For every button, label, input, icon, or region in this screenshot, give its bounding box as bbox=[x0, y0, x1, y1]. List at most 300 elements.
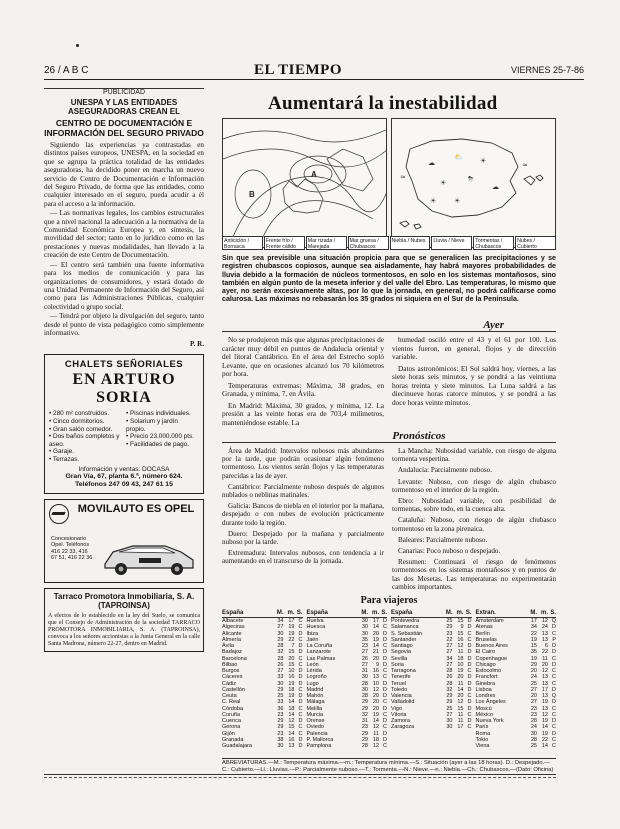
table-cell: 21 bbox=[372, 649, 379, 656]
tarraco-ad bbox=[44, 588, 204, 652]
table-cell: C bbox=[383, 624, 387, 631]
table-cell: 10 bbox=[457, 661, 464, 668]
table-cell: 10 bbox=[288, 668, 295, 674]
table-cell: 25 bbox=[530, 743, 537, 749]
feature-item: • Piscinas individuales. bbox=[126, 410, 191, 418]
table-header-cell: m. bbox=[540, 610, 548, 616]
table-cell: 20 bbox=[541, 661, 548, 668]
table-cell: 23 bbox=[361, 724, 368, 731]
forecast-map-icon bbox=[392, 119, 556, 237]
table-cell: S. Sebastián bbox=[391, 630, 423, 637]
pronosticos-left-column bbox=[222, 447, 384, 569]
table-cell: 15 bbox=[457, 618, 464, 624]
feature-item: • Precio 23.000.000 pts. bbox=[126, 433, 194, 441]
issue-date: VIERNES 25-7-86 bbox=[510, 65, 584, 75]
table-header-cell: M. bbox=[276, 610, 284, 616]
table-cell: C bbox=[298, 661, 303, 668]
opel-title: MOVILAUTO ES OPEL bbox=[77, 502, 195, 515]
table-cell: Logroño bbox=[306, 674, 327, 681]
table-cell: Melilla bbox=[306, 705, 323, 712]
map-legend bbox=[222, 236, 556, 250]
table-cell: 14 bbox=[288, 711, 295, 718]
table-cell: 27 bbox=[277, 624, 284, 631]
table-cell: 34 bbox=[530, 624, 537, 631]
legend-item: Niebla / Nubes bbox=[390, 236, 431, 250]
table-cell: C bbox=[467, 630, 472, 637]
publicidad-paragraph: Siguiendo las experiencias ya contrastadas en distintos países europeos, UNESPA, en la sociedad en que se agrupa la práctica totalidad de las entidades aseguradoras, ha decidido poner en marcha un nuevo servicio de Centro de Documentación e Información del Seguro Privado, de forma que las entidades, como cualquier interesado en el seguro, pueda acudir a él para el acceso a la información. bbox=[44, 141, 204, 208]
table-cell: Tenerife bbox=[391, 674, 411, 681]
table-cell: Ibiza bbox=[306, 630, 319, 637]
table-cell: 30 bbox=[361, 630, 368, 637]
opel-ad bbox=[44, 499, 204, 583]
travel-temperature-tables bbox=[222, 610, 556, 749]
table-cell: Ceuta bbox=[222, 693, 237, 699]
table-cell: 12 bbox=[541, 618, 548, 624]
table-cell: D bbox=[383, 693, 387, 699]
table-cell: 19 bbox=[372, 711, 379, 718]
forecast-paragraph: Andalucía: Parcialmente nuboso. bbox=[398, 466, 492, 475]
table-header-cell: S. bbox=[381, 610, 387, 616]
table-header-cell: M. bbox=[445, 610, 453, 616]
table-cell: 11 bbox=[457, 718, 464, 724]
table-cell: 22 bbox=[541, 649, 548, 656]
table-cell: D bbox=[552, 643, 556, 649]
table-cell: 20 bbox=[372, 655, 379, 662]
table-cell: 32 bbox=[361, 711, 368, 718]
table-cell: D bbox=[552, 661, 556, 668]
table-cell: C bbox=[298, 730, 303, 737]
table-cell: P bbox=[552, 636, 556, 643]
table-cell: Moscú bbox=[475, 705, 492, 712]
table-cell: 26 bbox=[277, 661, 284, 668]
tarraco-text: A efectos de lo establecido en la ley del Suelo, se comunica que el Consejo de Administración de la sociedad TARRACO PROMOTORA INMOBILIARIA, S. A. (TAPROINSA), convoca a los señores accionistas a la Junta General en la calle Santa Madrona, número 22-27, dentro en Madrid. bbox=[48, 612, 200, 647]
table-cell: 31 bbox=[361, 718, 368, 724]
table-cell: 11 bbox=[457, 711, 464, 718]
table-cell: 19 bbox=[541, 718, 548, 724]
table-cell: Albacete bbox=[222, 618, 244, 624]
table-cell: D bbox=[383, 680, 387, 687]
table-cell: D bbox=[552, 686, 556, 693]
forecast-paragraph: Cantábrico: Parcialmente nuboso después de algunos nublados o neblinas matinales. bbox=[222, 482, 384, 500]
table-cell: Valladolid bbox=[391, 699, 415, 706]
table-cell: Burgos bbox=[222, 668, 240, 674]
table-cell: 27 bbox=[446, 711, 453, 718]
table-header-cell: España bbox=[222, 610, 244, 616]
table-cell: 20 bbox=[372, 699, 379, 706]
feature-item: • Cinco dormitorios. bbox=[49, 417, 105, 425]
table-cell: 19 bbox=[288, 680, 295, 687]
legend-item: Mar gruesa / Chubascos bbox=[348, 236, 389, 250]
forecast-paragraph: La Mancha: Nubosidad variable, con riesgo de alguna tormenta vespertina. bbox=[392, 447, 556, 464]
table-cell: Valencia bbox=[391, 693, 412, 699]
table-cell: 20 bbox=[457, 674, 464, 681]
table-cell: 23 bbox=[530, 705, 537, 712]
table-cell: 19 bbox=[541, 699, 548, 706]
table-row bbox=[391, 724, 472, 730]
table-cell: D bbox=[383, 630, 387, 637]
ayer-paragraph: humedad osciló entre el 43 y el 61 por 100. Los vientos fueron, en general, flojos y de dirección variable. bbox=[392, 335, 556, 361]
table-cell: C bbox=[467, 693, 472, 699]
table-cell: P. Mallorca bbox=[306, 736, 334, 743]
feature-item: • Dos baños completos y aseo. bbox=[49, 433, 120, 448]
table-cell: C bbox=[383, 643, 387, 649]
legend-item: Anticiclón / Borrasca bbox=[222, 236, 263, 250]
table-cell: Pamplona bbox=[306, 743, 332, 749]
table-cell: Las Palmas bbox=[306, 655, 336, 662]
ayer-paragraph: Temperaturas extremas: Máxima, 38 grados, en Granada, y mínima, 7, en Ávila. bbox=[222, 380, 384, 398]
chalets-ad bbox=[44, 354, 204, 493]
table-header-cell: S. bbox=[296, 610, 303, 616]
table-cell: D bbox=[383, 661, 387, 668]
table-cell: Toledo bbox=[391, 686, 408, 693]
chalets-address: Gran Vía, 67, planta 6.ª, número 624. Teléfonos 247 09 43, 247 61 15 bbox=[65, 472, 183, 488]
table-cell: El Cairo bbox=[475, 649, 496, 656]
table-cell: Algeciras bbox=[222, 624, 245, 631]
table-cell: 14 bbox=[288, 699, 295, 706]
table-cell: C bbox=[298, 705, 303, 712]
table-cell: Atenas bbox=[475, 624, 493, 631]
table-cell: 19 bbox=[530, 636, 537, 643]
table-cell: Los Ángeles bbox=[475, 699, 506, 706]
table-cell: Segovia bbox=[391, 649, 411, 656]
table-cell: 16 bbox=[288, 674, 295, 681]
table-cell: 26 bbox=[446, 674, 453, 681]
table-header-cell: m. bbox=[371, 610, 379, 616]
table-cell: C bbox=[467, 711, 472, 718]
legend-item: Tormentas / Chubascos bbox=[473, 236, 514, 250]
table-cell: 20 bbox=[457, 693, 464, 699]
table-cell: D bbox=[383, 655, 387, 662]
table-cell: 12 bbox=[372, 743, 379, 749]
ayer-right-column bbox=[392, 336, 556, 410]
table-header-cell: M. bbox=[361, 610, 368, 616]
table-cell: 19 bbox=[541, 730, 548, 737]
left-column bbox=[44, 88, 204, 652]
table-cell: D bbox=[298, 643, 303, 649]
table-cell: 17 bbox=[288, 618, 295, 624]
table-row bbox=[476, 743, 557, 749]
table-cell: D bbox=[298, 743, 303, 749]
table-cell: C bbox=[298, 686, 303, 693]
legend-item: Lluvia / Nieve bbox=[431, 236, 472, 250]
table-cell: Cuenca bbox=[222, 718, 241, 724]
table-cell: 14 bbox=[372, 643, 379, 649]
table-cell: 7 bbox=[291, 643, 295, 649]
table-cell: 20 bbox=[372, 705, 379, 712]
table-cell: 19 bbox=[530, 655, 537, 662]
table-cell: 27 bbox=[446, 661, 453, 668]
table-header-cell: m. bbox=[287, 610, 295, 616]
table-cell: 28 bbox=[361, 743, 368, 749]
table-cell: 24 bbox=[530, 724, 537, 731]
table-cell: Zamora bbox=[391, 718, 410, 724]
table-cell: C bbox=[298, 624, 303, 631]
chalets-title: CHALETS SEÑORIALES bbox=[64, 359, 184, 371]
table-cell: 30 bbox=[277, 743, 284, 749]
table-cell: D bbox=[552, 649, 556, 656]
table-cell: 25 bbox=[530, 680, 537, 687]
masthead bbox=[44, 62, 584, 80]
table-cell: D bbox=[298, 630, 303, 637]
table-cell: Tokio bbox=[475, 736, 489, 743]
table-cell: Coruña bbox=[222, 711, 241, 718]
table-cell: 33 bbox=[277, 674, 284, 681]
legend-item: Frente frío / Frente cálido bbox=[264, 236, 305, 250]
page-label: 26 / A B C bbox=[44, 65, 89, 76]
table-cell: Badajoz bbox=[222, 649, 242, 656]
travel-table bbox=[391, 610, 472, 749]
table-cell: 32 bbox=[446, 686, 453, 693]
features-right bbox=[126, 410, 199, 463]
table-cell: C bbox=[298, 618, 303, 624]
abbreviations-note: ABREVIATURAS.—M.: Temperatura máxima.—m.: Temperatura mínima.—S.: Situación (ayer a las 18 horas). D.: Despejado.—C.: Cubierto.—Ll.: Lluvias.—P.: Parcialmente nuboso.—T.: Tormenta.—N.: Nieve.—n.: Niebla.—Ch.: Chubascos.—(Dato: Oficina) bbox=[222, 758, 556, 774]
car-illustration-icon bbox=[99, 534, 199, 578]
table-cell: Soria bbox=[391, 661, 404, 668]
travel-table bbox=[222, 610, 303, 749]
table-cell: 11 bbox=[542, 655, 548, 662]
table-cell: 34 bbox=[277, 618, 284, 624]
table-cell: Cáceres bbox=[222, 674, 243, 681]
table-cell: Chicago bbox=[475, 661, 496, 668]
table-cell: 29 bbox=[446, 693, 453, 699]
opel-logo-icon bbox=[49, 504, 69, 524]
table-row bbox=[222, 743, 303, 749]
table-cell: D bbox=[298, 736, 303, 743]
table-cell: D bbox=[383, 730, 387, 737]
pronosticos-right-column bbox=[392, 447, 556, 594]
table-cell: 14 bbox=[372, 624, 379, 631]
table-cell: Santander bbox=[391, 636, 417, 643]
pronosticos-heading: Pronósticos bbox=[222, 430, 556, 443]
table-cell: C bbox=[552, 743, 556, 749]
table-cell: 19 bbox=[457, 668, 464, 674]
table-cell: 22 bbox=[446, 636, 453, 643]
table-cell: C bbox=[383, 699, 387, 706]
table-cell: 13 bbox=[541, 680, 548, 687]
svg-text:A: A bbox=[311, 170, 317, 179]
table-cell: 12 bbox=[288, 718, 295, 724]
table-cell: 17 bbox=[372, 618, 379, 624]
table-cell: D bbox=[383, 686, 387, 693]
isobar-map-icon bbox=[223, 119, 387, 237]
table-cell: 20 bbox=[372, 693, 379, 699]
table-cell: 30 bbox=[361, 686, 368, 693]
svg-text:☀: ☀ bbox=[480, 157, 487, 165]
table-cell: 28 bbox=[446, 680, 453, 687]
publicidad-body bbox=[44, 141, 204, 337]
svg-text:⛅: ⛅ bbox=[454, 153, 463, 161]
table-cell: 29 bbox=[361, 699, 368, 706]
feature-item: • Gran salón comedor. bbox=[49, 425, 113, 433]
table-header-cell: S. bbox=[550, 610, 556, 616]
table-header bbox=[307, 610, 388, 618]
table-cell: 13 bbox=[288, 743, 295, 749]
table-cell: León bbox=[306, 661, 319, 668]
table-cell: C bbox=[298, 724, 303, 731]
table-cell: 12 bbox=[372, 686, 379, 693]
table-cell: D bbox=[383, 705, 387, 712]
forecast-paragraph: Levante: Nuboso, con riesgo de algún chubasco tormentoso en el interior de la región. bbox=[392, 477, 556, 494]
table-cell: 17 bbox=[457, 724, 464, 731]
table-cell: 29 bbox=[361, 705, 368, 712]
table-cell: Murcia bbox=[306, 711, 324, 718]
table-cell: Lérida bbox=[306, 668, 322, 674]
table-cell: D bbox=[552, 718, 556, 724]
svg-text:☁: ☁ bbox=[428, 159, 435, 167]
table-cell: 30 bbox=[361, 618, 368, 624]
forecast-paragraph: Cataluña: Nuboso, con riesgo de algún chubasco tormentoso en la zona pirenaica. bbox=[392, 516, 556, 533]
ayer-paragraph: Datos astronómicos: El Sol saldrá hoy, viernes, a las siete horas seis minutos, y se pondrá a las veintiuna horas treinta y siete minutos. La Luna saldrá a las diecinueve horas catorce minutos, y se pondrá a las doce horas veinte minutos. bbox=[392, 363, 556, 407]
table-cell: D bbox=[552, 730, 556, 737]
table-cell: C bbox=[298, 636, 303, 643]
table-cell: 27 bbox=[446, 643, 453, 649]
table-cell: 9 bbox=[375, 661, 379, 668]
table-cell: C bbox=[298, 655, 303, 662]
table-cell: Lanzarote bbox=[306, 649, 331, 656]
features-left bbox=[49, 410, 122, 463]
table-cell: C bbox=[552, 736, 556, 743]
table-cell: D bbox=[298, 674, 303, 681]
table-cell: D bbox=[467, 674, 472, 681]
table-cell: 19 bbox=[288, 693, 295, 699]
table-cell: C bbox=[467, 668, 472, 674]
table-cell: 13 bbox=[541, 674, 548, 681]
table-cell: 27 bbox=[277, 668, 284, 674]
ayer-paragraph: En Madrid: Máxima, 30 grados, y mínima, 12. La presión a las veinte horas era de 703,4 milímetros, manteniéndose estable. La bbox=[222, 400, 384, 427]
table-cell: Vitoria bbox=[391, 711, 407, 718]
chalets-info: Información y ventas: DOCASA bbox=[78, 465, 170, 473]
table-cell: 18 bbox=[457, 655, 464, 662]
table-cell: D bbox=[298, 699, 303, 706]
table-cell: 22 bbox=[541, 736, 548, 743]
weather-headline: Aumentará la inestabilidad bbox=[268, 93, 498, 114]
table-cell: Almería bbox=[222, 636, 241, 643]
table-cell: 29 bbox=[446, 624, 453, 631]
svg-text:☀: ☀ bbox=[440, 179, 447, 187]
table-cell: 16 bbox=[457, 636, 464, 643]
table-cell: 33 bbox=[277, 699, 284, 706]
table-cell: 28 bbox=[446, 668, 453, 674]
table-cell: 29 bbox=[277, 686, 284, 693]
table-cell: D bbox=[298, 718, 303, 724]
table-cell: 15 bbox=[457, 630, 464, 637]
table-cell: D bbox=[298, 693, 303, 699]
table-cell: 34 bbox=[446, 655, 453, 662]
table-cell: Bruselas bbox=[475, 636, 497, 643]
table-cell: C bbox=[383, 674, 387, 681]
table-cell: D bbox=[383, 649, 387, 656]
tarraco-title: Tarraco Promotora Inmobiliaria, S. A. (TAPROINSA) bbox=[53, 591, 195, 610]
table-cell: Oviedo bbox=[306, 724, 324, 731]
table-cell: Jaén bbox=[306, 636, 319, 643]
table-cell: 23 bbox=[277, 711, 284, 718]
table-cell: D bbox=[467, 661, 472, 668]
table-cell: Pontevedra bbox=[391, 618, 420, 624]
table-cell: 15 bbox=[288, 724, 295, 731]
publicidad-signature: P. R. bbox=[190, 340, 204, 349]
table-cell: Berlín bbox=[475, 630, 490, 637]
table-cell: C bbox=[552, 674, 556, 681]
table-cell: 31 bbox=[361, 668, 368, 674]
table-cell: 14 bbox=[541, 743, 548, 749]
table-cell: 12 bbox=[541, 711, 548, 718]
table-header bbox=[391, 610, 472, 618]
table-cell: C bbox=[298, 711, 303, 718]
table-cell: Mahón bbox=[306, 693, 324, 699]
table-cell: Huelva bbox=[306, 618, 324, 624]
table-cell: 30 bbox=[361, 674, 368, 681]
chalets-features bbox=[49, 410, 199, 463]
bottom-rule bbox=[44, 774, 556, 778]
publicidad-paragraph: — Las normativas legales, los cambios estructurales que a nivel nacional la adecuación a la normativa de la Comunidad Económica Europea y, en síntesis, la movilidad del sector; tanto en lo jurídico como en las prestaciones y nuevas modalidades, han llevado a la creación de este Centro de Documentación. bbox=[44, 209, 204, 260]
table-cell: C bbox=[383, 743, 387, 749]
table-cell: 11 bbox=[457, 649, 464, 656]
feature-item: • Facilidades de pago. bbox=[126, 440, 189, 448]
table-cell: 19 bbox=[288, 624, 295, 631]
table-cell: 11 bbox=[457, 680, 464, 687]
table-cell: C bbox=[467, 636, 472, 643]
table-cell: Gerona bbox=[222, 724, 241, 731]
table-cell: D bbox=[467, 680, 472, 687]
forecast-paragraph: Ebro: Nubosidad variable, con posibilidad de tormentas, sobre todo, en la cuenca alta. bbox=[392, 497, 556, 514]
table-cell: 13 bbox=[541, 693, 548, 699]
table-cell: Santiago bbox=[391, 643, 413, 649]
table-cell: 30 bbox=[530, 730, 537, 737]
table-cell: 28 bbox=[530, 718, 537, 724]
table-cell: C bbox=[552, 680, 556, 687]
table-cell: C bbox=[383, 711, 387, 718]
table-cell: Huesca bbox=[306, 624, 326, 631]
table-cell: 25 bbox=[277, 693, 284, 699]
table-cell: Castellón bbox=[222, 686, 245, 693]
table-cell: 12 bbox=[457, 643, 464, 649]
table-cell: D bbox=[467, 699, 472, 706]
table-cell: 13 bbox=[541, 636, 548, 643]
table-cell: 18 bbox=[372, 736, 379, 743]
table-cell: 32 bbox=[277, 649, 284, 656]
table-cell: 24 bbox=[530, 674, 537, 681]
publicidad-paragraph: — Tendrá por objeto la divulgación del seguro, tanto desde el punto de vista pedagógico como simplemente informativo. bbox=[44, 312, 204, 337]
table-cell: 30 bbox=[446, 724, 453, 731]
table-cell: 22 bbox=[530, 630, 537, 637]
table-cell: 28 bbox=[277, 655, 284, 662]
table-cell: Teruel bbox=[391, 680, 406, 687]
weather-lead: Sin que sea previsible una situación propicia para que se generalicen las precipitaciones y se registren chubascos copiosos, aunque sea aisladamente, hay habrá mayores probabilidades de lluvia debido a la formación de núcleos tormentosos, en solo en los sistemas montañosos, sino también en algún punto de la meseta inferior y del valle del Ebro. Las temperaturas, lo mismo que ayer, no serán excesivamente altas, por lo que la jornada, en general, no podrá calificarse como calurosa. Las máximas no rebasarán los 35 grados ni siquiera en el Sur de la Península. bbox=[222, 254, 556, 304]
table-cell: C bbox=[552, 655, 556, 662]
europe-isobar-map bbox=[222, 118, 387, 248]
table-cell: Málaga bbox=[306, 699, 325, 706]
table-cell: 27 bbox=[361, 649, 368, 656]
ayer-heading: Ayer bbox=[222, 319, 556, 332]
table-cell: D bbox=[467, 686, 472, 693]
table-cell: Sevilla bbox=[391, 655, 408, 662]
table-cell: Cádiz bbox=[222, 680, 237, 687]
table-cell: Zaragoza bbox=[391, 724, 415, 731]
table-cell: C. Real bbox=[222, 699, 241, 706]
table-cell: C bbox=[383, 724, 387, 731]
table-cell: 30 bbox=[277, 630, 284, 637]
table-cell: 15 bbox=[288, 649, 295, 656]
table-cell: 17 bbox=[541, 686, 548, 693]
forecast-paragraph: Área de Madrid: Intervalos nubosos más abundantes por la tarde, que podrán ocasionar algún fenómeno tormentoso. Los vientos serán flojos y las temperaturas parecidas a las de ayer. bbox=[222, 447, 384, 480]
svg-text:≈: ≈ bbox=[522, 161, 528, 169]
table-cell: Granada bbox=[222, 736, 244, 743]
table-cell: D bbox=[467, 655, 472, 662]
table-cell: C bbox=[552, 724, 556, 731]
forecast-paragraph: Canarias: Poco nuboso o despejado. bbox=[398, 547, 501, 556]
table-cell: D bbox=[383, 636, 387, 643]
table-cell: Orense bbox=[306, 718, 325, 724]
